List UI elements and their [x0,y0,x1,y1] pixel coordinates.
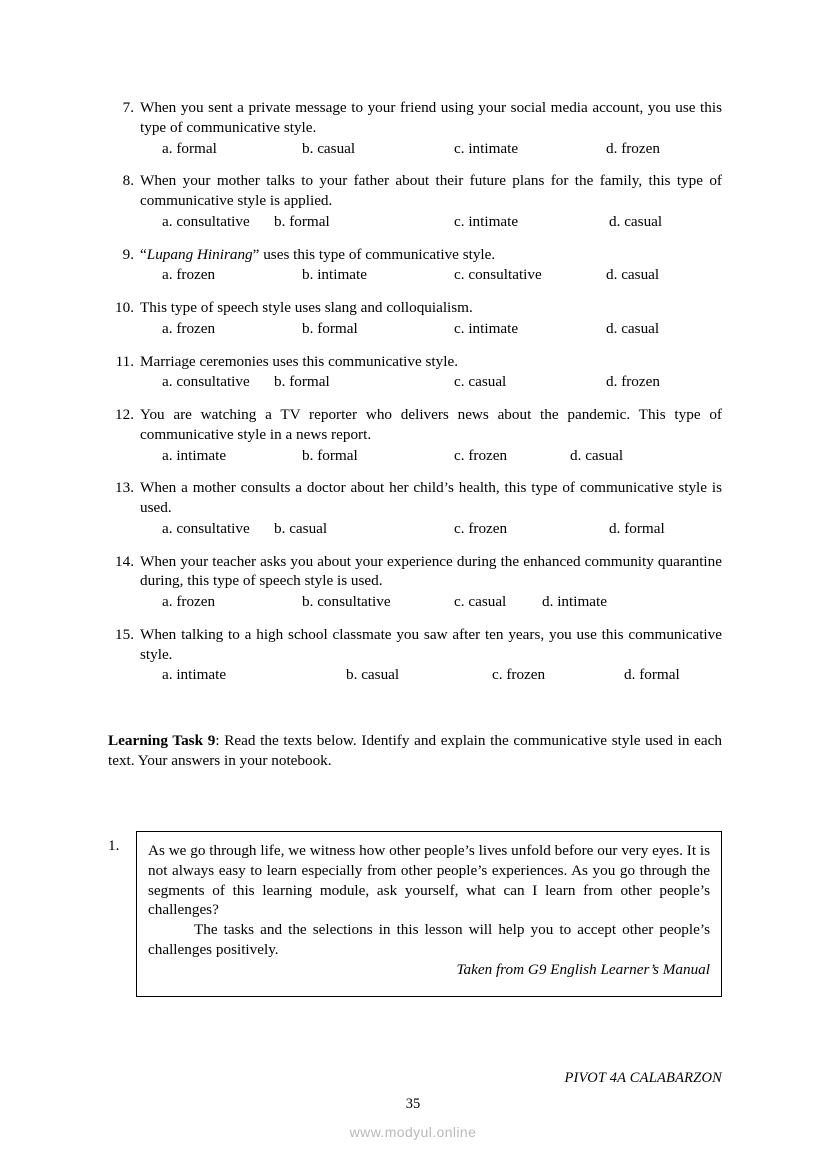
quiz-item [108,98,722,158]
choice-d[interactable]: d. frozen [606,139,660,157]
choice-c[interactable]: c. casual [454,373,507,391]
page-number: 35 [405,1096,421,1112]
question-choices [140,319,722,339]
question-body [140,625,722,685]
quiz-item [108,478,722,538]
choice-c[interactable]: c. intimate [454,212,519,230]
question-body [140,298,722,339]
watermark: www.modyul.online [349,1124,477,1140]
question-body [140,478,722,538]
question-choices [140,212,722,232]
page-content [108,98,722,997]
question-stem: When your mother talks to your father about their future plans for the family, this type of communicative style is applied. [140,172,722,209]
choice-b[interactable]: b. consultative [302,593,391,610]
choice-d[interactable]: d. frozen [606,373,660,391]
learning-task-heading [108,731,722,771]
question-stem-pre: “ [140,245,147,263]
choice-c[interactable]: c. casual [454,593,507,610]
question-body [140,552,722,612]
question-choices [140,592,722,612]
footer-label: PIVOT 4A CALABARZON [564,1070,722,1086]
text-item-box [136,831,722,997]
question-number: 15. [115,625,134,643]
learning-task-instructions: : Read the texts below. Identify and explain the communicative style used in each text. Your answers in your notebook. [108,732,722,770]
choice-b[interactable]: b. casual [302,139,356,157]
choice-a[interactable]: a. frozen [162,266,216,284]
question-number: 11. [115,352,134,370]
quiz-item [108,298,722,339]
question-stem: When your teacher asks you about your experience during the enhanced community quarantine during, this type of speech style is used. [140,552,722,590]
question-choices [140,446,722,466]
choice-a[interactable]: a. frozen [162,319,216,337]
quiz-item [108,245,722,286]
quiz-item [108,625,722,685]
choice-c[interactable]: c. frozen [454,519,508,537]
question-body [140,352,722,393]
choice-a[interactable]: a. intimate [162,446,227,464]
choice-b[interactable]: b. casual [274,519,328,537]
choice-a[interactable]: a. consultative [162,519,250,537]
question-number: 9. [122,245,134,263]
choice-a[interactable]: a. consultative [162,373,250,391]
choice-d[interactable]: d. formal [609,519,665,537]
text-item-source: Taken from G9 English Learner’s Manual [456,960,710,978]
choice-b[interactable]: b. formal [274,373,330,391]
choice-d[interactable]: d. casual [609,212,663,230]
choice-a[interactable]: a. formal [162,139,217,157]
question-number: 12. [115,406,134,423]
choice-c[interactable]: c. frozen [492,666,546,684]
choice-c[interactable]: c. consultative [454,266,542,284]
question-stem-post: ” uses this type of communicative style. [252,245,496,263]
question-stem: When a mother consults a doctor about her child’s health, this type of communicative style is used. [140,479,722,516]
choice-d[interactable]: d. intimate [542,593,607,610]
choice-b[interactable]: b. formal [302,446,358,464]
question-number: 13. [115,479,134,497]
question-stem: When you sent a private message to your friend using your social media account, you use this type of communicative style. [140,99,722,136]
text-item-number: 1. [108,837,120,855]
choice-d[interactable]: d. casual [606,319,660,337]
choice-b[interactable]: b. formal [274,212,330,230]
text-item-paragraph-2: The tasks and the selections in this lesson will help you to accept other people’s challenges positively. [148,921,710,958]
question-choices [140,519,722,539]
question-number: 10. [115,299,134,316]
choice-a[interactable]: a. frozen [162,593,216,610]
question-stem: When talking to a high school classmate you saw after ten years, you use this communicative style. [140,625,722,663]
quiz-item [108,171,722,231]
choice-d[interactable]: d. casual [570,446,624,464]
choice-c[interactable]: c. frozen [454,446,508,464]
choice-a[interactable]: a. intimate [162,666,227,684]
question-choices [140,665,722,685]
question-choices [140,139,722,159]
text-item-row [108,831,722,997]
choice-b[interactable]: b. formal [302,319,358,337]
question-number: 7. [122,99,134,116]
learning-task-label: Learning Task 9 [108,732,216,749]
choice-c[interactable]: c. intimate [454,319,519,337]
question-stem: This type of speech style uses slang and colloquialism. [140,299,473,316]
quiz-item [108,552,722,612]
question-body [140,171,722,231]
question-body [140,405,722,465]
text-item-paragraph-1: As we go through life, we witness how other people’s lives unfold before our very eyes. It is not always easy to learn especially from other people’s experiences. As you go through the segments of this learning module, ask yourself, what can I learn from other people’s challenges? [148,842,710,919]
quiz-item [108,352,722,393]
question-number: 14. [115,552,134,570]
quiz-item [108,405,722,465]
question-stem [140,245,722,265]
question-stem: You are watching a TV reporter who delivers news about the pandemic. This type of communicative style in a news report. [140,406,722,443]
choice-c[interactable]: c. intimate [454,139,519,157]
choice-b[interactable]: b. casual [346,666,400,684]
question-body [140,245,722,286]
question-stem-italic: Lupang Hinirang [146,245,253,263]
choice-a[interactable]: a. consultative [162,212,250,230]
question-body [140,98,722,158]
question-choices [140,372,722,392]
choice-b[interactable]: b. intimate [302,266,367,284]
question-choices [140,265,722,285]
question-number: 8. [122,172,134,190]
question-stem: Marriage ceremonies uses this communicative style. [140,352,458,370]
choice-d[interactable]: d. casual [606,266,660,284]
choice-d[interactable]: d. formal [624,666,680,684]
